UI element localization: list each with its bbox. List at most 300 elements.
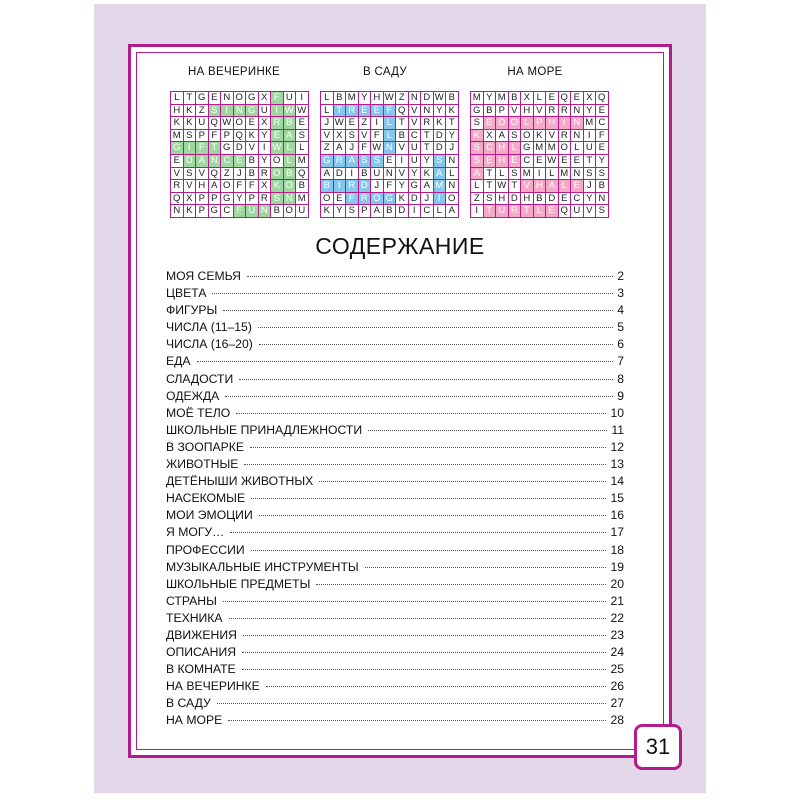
contents-entry[interactable] [166, 457, 624, 474]
grid-cell: U [196, 117, 209, 130]
contents-entry[interactable] [166, 611, 624, 628]
grid-cell: D [509, 193, 522, 206]
contents-entry-page: 9 [617, 388, 624, 403]
grid-cell: S [371, 155, 384, 168]
grid-cell: Z [471, 193, 484, 206]
grid-cell: K [396, 193, 409, 206]
grid-cell: S [271, 193, 284, 206]
grid-cell: A [421, 180, 434, 193]
grid-cell: S [184, 130, 197, 143]
contents-entry[interactable] [166, 543, 624, 560]
grid-cell: I [296, 92, 309, 105]
contents-entry[interactable] [166, 628, 624, 645]
grid-cell: I [409, 205, 422, 218]
grid-cell: Q [396, 105, 409, 118]
grid-cell: S [509, 130, 522, 143]
grid-cell: O [271, 168, 284, 181]
contents-entry[interactable] [166, 474, 624, 491]
contents-entry-label: ПРОФЕССИИ [166, 542, 245, 557]
grid-cell: Y [596, 155, 609, 168]
contents-entry-page: 20 [610, 576, 624, 591]
grid-cell: S [584, 168, 597, 181]
contents-entry-page: 15 [610, 491, 624, 506]
grid-cell: B [334, 92, 347, 105]
grid-cell: X [259, 92, 272, 105]
grid-cell: J [371, 180, 384, 193]
grid-cell: G [321, 155, 334, 168]
grid-cell: E [296, 117, 309, 130]
grid-cell: T [484, 168, 497, 181]
contents-entry[interactable] [166, 577, 624, 594]
grid-cell: A [334, 142, 347, 155]
contents-entry-page: 8 [617, 371, 624, 386]
grid-cell: W [296, 105, 309, 118]
dot-leader [239, 379, 613, 380]
grid-cell: E [571, 180, 584, 193]
grid-cell: R [334, 155, 347, 168]
grid-cell: W [334, 117, 347, 130]
grid-cell: I [434, 193, 447, 206]
contents-entry-label: НА ВЕЧЕРИНКЕ [166, 679, 260, 694]
grid-cell: H [546, 117, 559, 130]
grid-cell: W [284, 105, 297, 118]
grid-cell: H [496, 142, 509, 155]
contents-entry[interactable] [166, 303, 624, 320]
grid-cell: A [471, 168, 484, 181]
grid-cell: D [334, 168, 347, 181]
grid-cell: S [359, 155, 372, 168]
grid-cell: N [571, 117, 584, 130]
page-number [634, 724, 682, 770]
grid-cell: H [196, 180, 209, 193]
contents-entry[interactable] [166, 423, 624, 440]
grid-cell: N [234, 105, 247, 118]
contents-entry-page: 23 [610, 627, 624, 642]
grid-cell: S [484, 193, 497, 206]
grid-cell: Y [259, 130, 272, 143]
grid-cell: K [321, 205, 334, 218]
grid-cell: P [496, 105, 509, 118]
grid-cell: B [396, 130, 409, 143]
grid-cell: C [521, 155, 534, 168]
grid-cell: S [471, 155, 484, 168]
grid-cell: L [571, 142, 584, 155]
grid-cell: T [484, 180, 497, 193]
grid-cell: B [534, 193, 547, 206]
grid-cell: H [371, 92, 384, 105]
grid-cell: J [446, 142, 459, 155]
grid-cell: Q [234, 130, 247, 143]
grid-cell: F [346, 193, 359, 206]
grid-cell: F [246, 180, 259, 193]
grid-cell: E [596, 142, 609, 155]
contents-entry[interactable] [166, 286, 624, 303]
grid-cell: Y [584, 105, 597, 118]
grid-cell: D [359, 180, 372, 193]
grid-cell: Y [334, 205, 347, 218]
contents-entry-label: МОЁ ТЕЛО [166, 405, 231, 420]
grid-cell: F [234, 205, 247, 218]
grid-cell: L [284, 155, 297, 168]
contents-entry[interactable] [166, 389, 624, 406]
grid-cell: Y [434, 105, 447, 118]
grid-cell: S [346, 205, 359, 218]
grid-cell: A [284, 130, 297, 143]
grid-cell: D [234, 142, 247, 155]
grid-cell: N [284, 193, 297, 206]
grid-cell: C [221, 205, 234, 218]
grid-cell: W [371, 142, 384, 155]
contents-entry[interactable] [166, 679, 624, 696]
grid-cell: O [521, 130, 534, 143]
grid-cell: V [246, 142, 259, 155]
contents-entry[interactable] [166, 354, 624, 371]
grid-cell: F [359, 142, 372, 155]
grid-cell: V [359, 130, 372, 143]
grid-cell: B [596, 180, 609, 193]
grid-cell: W [546, 155, 559, 168]
grid-cell: P [359, 205, 372, 218]
grid-cell: H [496, 193, 509, 206]
grid-cell: A [496, 130, 509, 143]
grid-cell: N [571, 105, 584, 118]
grid-cell: V [409, 117, 422, 130]
grid-cell: V [521, 180, 534, 193]
dot-leader [225, 396, 613, 397]
grid-cell: C [484, 142, 497, 155]
grid-cell: P [534, 117, 547, 130]
grid-cell: R [509, 205, 522, 218]
grid-cell: E [246, 117, 259, 130]
grid-cell: G [521, 142, 534, 155]
grid-cell: P [221, 130, 234, 143]
contents-list [166, 269, 624, 731]
grid-cell: U [246, 205, 259, 218]
dot-leader [242, 669, 607, 670]
grid-cell: D [396, 205, 409, 218]
grid-cell: L [321, 92, 334, 105]
grid-cell: E [571, 155, 584, 168]
grid-cell: T [209, 142, 222, 155]
contents-entry[interactable] [166, 525, 624, 542]
grid-cell: F [596, 130, 609, 143]
contents-entry-label: ДЕТЁНЫШИ ЖИВОТНЫХ [166, 474, 314, 489]
grid-cell: G [196, 92, 209, 105]
grid-cell: B [246, 155, 259, 168]
grid-cell: K [184, 205, 197, 218]
grid-cell: I [334, 180, 347, 193]
contents-entry-page: 14 [610, 474, 624, 489]
grid-cell: E [384, 155, 397, 168]
grid-cell: K [446, 105, 459, 118]
grid-cell: F [384, 180, 397, 193]
grid-cell: U [371, 168, 384, 181]
contents-entry-page: 5 [617, 320, 624, 335]
grid-cell: M [296, 155, 309, 168]
grid-cell: Y [421, 155, 434, 168]
contents-entry-page: 18 [610, 542, 624, 557]
grid-cell: Q [209, 117, 222, 130]
grid-cell: O [559, 142, 572, 155]
dot-leader [228, 720, 606, 721]
grid-cell: Y [234, 193, 247, 206]
grid-cell: Y [396, 180, 409, 193]
grid-cell: E [371, 105, 384, 118]
grid-cell: I [184, 142, 197, 155]
grid-cell: R [346, 180, 359, 193]
grid-cell: U [571, 205, 584, 218]
puzzle-title-party: НА ВЕЧЕРИНКЕ [187, 66, 281, 78]
grid-cell: B [284, 117, 297, 130]
dot-leader [365, 567, 607, 568]
contents-entry-page: 24 [610, 645, 624, 660]
grid-cell: C [421, 205, 434, 218]
grid-cell: L [546, 168, 559, 181]
grid-cell: P [196, 193, 209, 206]
grid-cell: W [434, 92, 447, 105]
grid-cell: N [421, 105, 434, 118]
grid-cell: V [409, 105, 422, 118]
grid-cell: E [559, 193, 572, 206]
contents-entry-label: ФИГУРЫ [166, 303, 218, 318]
contents-entry-page: 10 [610, 405, 624, 420]
contents-entry[interactable] [166, 269, 624, 286]
grid-cell: F [234, 180, 247, 193]
contents-entry-label: В КОМНАТЕ [166, 662, 236, 677]
contents-entry[interactable] [166, 406, 624, 423]
word-search-garden [320, 91, 459, 218]
grid-cell: B [384, 205, 397, 218]
grid-cell: C [221, 155, 234, 168]
grid-cell: E [359, 105, 372, 118]
contents-entry-page: 28 [610, 713, 624, 728]
grid-cell: O [371, 193, 384, 206]
grid-cell: C [409, 130, 422, 143]
grid-cell: X [584, 92, 597, 105]
grid-cell: L [434, 205, 447, 218]
grid-cell: R [171, 180, 184, 193]
grid-cell: E [171, 155, 184, 168]
contents-entry-page: 21 [610, 593, 624, 608]
grid-cell: U [284, 92, 297, 105]
grid-cell: L [296, 142, 309, 155]
grid-cell: O [284, 180, 297, 193]
grid-cell: Z [321, 142, 334, 155]
contents-entry[interactable] [166, 594, 624, 611]
contents-entry[interactable] [166, 696, 624, 713]
grid-cell: S [296, 130, 309, 143]
contents-entry-page: 11 [611, 422, 624, 437]
grid-cell: E [571, 92, 584, 105]
grid-cell: K [246, 130, 259, 143]
grid-cell: E [334, 193, 347, 206]
grid-cell: A [434, 168, 447, 181]
grid-cell: G [221, 142, 234, 155]
grid-cell: R [271, 117, 284, 130]
word-search-sea [470, 91, 609, 218]
grid-cell: H [534, 180, 547, 193]
grid-cell: U [409, 142, 422, 155]
dot-leader [266, 686, 607, 687]
dot-leader [251, 498, 606, 499]
contents-entry-label: ШКОЛЬНЫЕ ПРЕДМЕТЫ [166, 576, 311, 591]
grid-cell: U [496, 205, 509, 218]
contents-entry[interactable] [166, 320, 624, 337]
contents-entry-label: ЧИСЛА (16–20) [166, 337, 253, 352]
grid-cell: K [534, 130, 547, 143]
contents-entry-label: ШКОЛЬНЫЕ ПРИНАДЛЕЖНОСТИ [166, 422, 363, 437]
contents-entry[interactable] [166, 491, 624, 508]
grid-cell: W [271, 142, 284, 155]
contents-entry-page: 19 [610, 559, 624, 574]
grid-cell: I [559, 117, 572, 130]
contents-entry-page: 25 [610, 662, 624, 677]
dot-leader [319, 481, 606, 482]
page-number-text: 31 [645, 734, 671, 759]
grid-cell: N [384, 168, 397, 181]
grid-cell: D [434, 142, 447, 155]
grid-cell: L [446, 168, 459, 181]
grid-cell: F [209, 130, 222, 143]
grid-cell: K [471, 130, 484, 143]
dot-leader [316, 584, 606, 585]
grid-cell: H [171, 105, 184, 118]
grid-cell: L [321, 105, 334, 118]
grid-cell: I [371, 117, 384, 130]
grid-cell: E [484, 117, 497, 130]
grid-cell: N [446, 155, 459, 168]
grid-cell: S [471, 142, 484, 155]
grid-cell: T [521, 205, 534, 218]
grid-cell: M [171, 130, 184, 143]
grid-cell: X [334, 130, 347, 143]
grid-cell: L [471, 180, 484, 193]
grid-cell: V [396, 168, 409, 181]
grid-cell: Q [209, 168, 222, 181]
dot-leader [242, 652, 606, 653]
grid-cell: N [221, 92, 234, 105]
dot-leader [247, 276, 613, 277]
grid-cell: H [496, 155, 509, 168]
grid-cell: Y [409, 168, 422, 181]
grid-cell: I [259, 142, 272, 155]
contents-entry[interactable] [166, 440, 624, 457]
grid-cell: O [446, 193, 459, 206]
grid-cell: E [346, 117, 359, 130]
grid-cell: O [321, 193, 334, 206]
contents-entry-label: ЖИВОТНЫЕ [166, 457, 239, 472]
grid-cell: E [234, 155, 247, 168]
grid-cell: R [546, 105, 559, 118]
grid-cell: I [271, 105, 284, 118]
grid-cell: S [509, 168, 522, 181]
dot-leader [236, 413, 606, 414]
grid-cell: T [421, 130, 434, 143]
grid-cell: M [496, 92, 509, 105]
grid-cell: V [196, 168, 209, 181]
puzzle-title-garden: В САДУ [363, 66, 407, 78]
grid-cell: J [584, 180, 597, 193]
grid-cell: L [534, 92, 547, 105]
grid-cell: A [209, 180, 222, 193]
grid-cell: M [559, 168, 572, 181]
grid-cell: E [509, 155, 522, 168]
contents-entry-page: 26 [610, 679, 624, 694]
contents-entry-page: 12 [610, 439, 624, 454]
grid-cell: T [446, 117, 459, 130]
grid-cell: B [296, 180, 309, 193]
grid-cell: G [246, 92, 259, 105]
grid-cell: F [196, 142, 209, 155]
dot-leader [368, 430, 607, 431]
dot-leader [258, 327, 613, 328]
grid-cell: H [521, 193, 534, 206]
grid-cell: V [584, 205, 597, 218]
grid-cell: E [546, 205, 559, 218]
contents-entry-label: ДВИЖЕНИЯ [166, 627, 237, 642]
grid-cell: G [471, 105, 484, 118]
grid-cell: R [259, 168, 272, 181]
contents-entry[interactable] [166, 337, 624, 354]
grid-cell: Q [559, 92, 572, 105]
grid-cell: H [521, 105, 534, 118]
grid-cell: T [421, 142, 434, 155]
grid-cell: N [571, 130, 584, 143]
grid-cell: S [209, 105, 222, 118]
contents-entry[interactable] [166, 713, 624, 730]
contents-entry-label: МУЗЫКАЛЬНЫЕ ИНСТРУМЕНТЫ [166, 559, 359, 574]
grid-cell: N [571, 168, 584, 181]
grid-cell: O [234, 92, 247, 105]
contents-entry[interactable] [166, 560, 624, 577]
contents-entry-label: ЦВЕТА [166, 286, 207, 301]
grid-cell: I [534, 168, 547, 181]
grid-cell: W [221, 117, 234, 130]
grid-cell: Y [484, 92, 497, 105]
contents-entry[interactable] [166, 645, 624, 662]
contents-entry-page: 17 [610, 525, 624, 540]
grid-cell: B [359, 168, 372, 181]
grid-cell: Z [196, 105, 209, 118]
contents-entry[interactable] [166, 662, 624, 679]
grid-cell: L [534, 205, 547, 218]
grid-cell: T [509, 180, 522, 193]
grid-cell: G [409, 180, 422, 193]
contents-entry[interactable] [166, 508, 624, 525]
contents-entry-label: МОЯ СЕМЬЯ [166, 269, 241, 283]
grid-cell: D [496, 117, 509, 130]
grid-cell: P [196, 130, 209, 143]
grid-cell: N [409, 92, 422, 105]
grid-cell: I [584, 130, 597, 143]
contents-entry-label: ОДЕЖДА [166, 388, 220, 403]
grid-cell: L [384, 130, 397, 143]
grid-cell: Q [596, 92, 609, 105]
puzzle-title-sea: НА МОРЕ [507, 66, 563, 78]
grid-cell: E [209, 92, 222, 105]
contents-entry[interactable] [166, 372, 624, 389]
grid-cell: I [471, 205, 484, 218]
grid-cell: K [434, 117, 447, 130]
grid-cell: W [496, 180, 509, 193]
word-search-party [170, 91, 309, 218]
grid-cell: G [384, 193, 397, 206]
grid-cell: X [259, 117, 272, 130]
grid-cell: V [534, 105, 547, 118]
grid-cell: M [546, 142, 559, 155]
grid-cell: K [271, 180, 284, 193]
grid-cell: X [259, 180, 272, 193]
